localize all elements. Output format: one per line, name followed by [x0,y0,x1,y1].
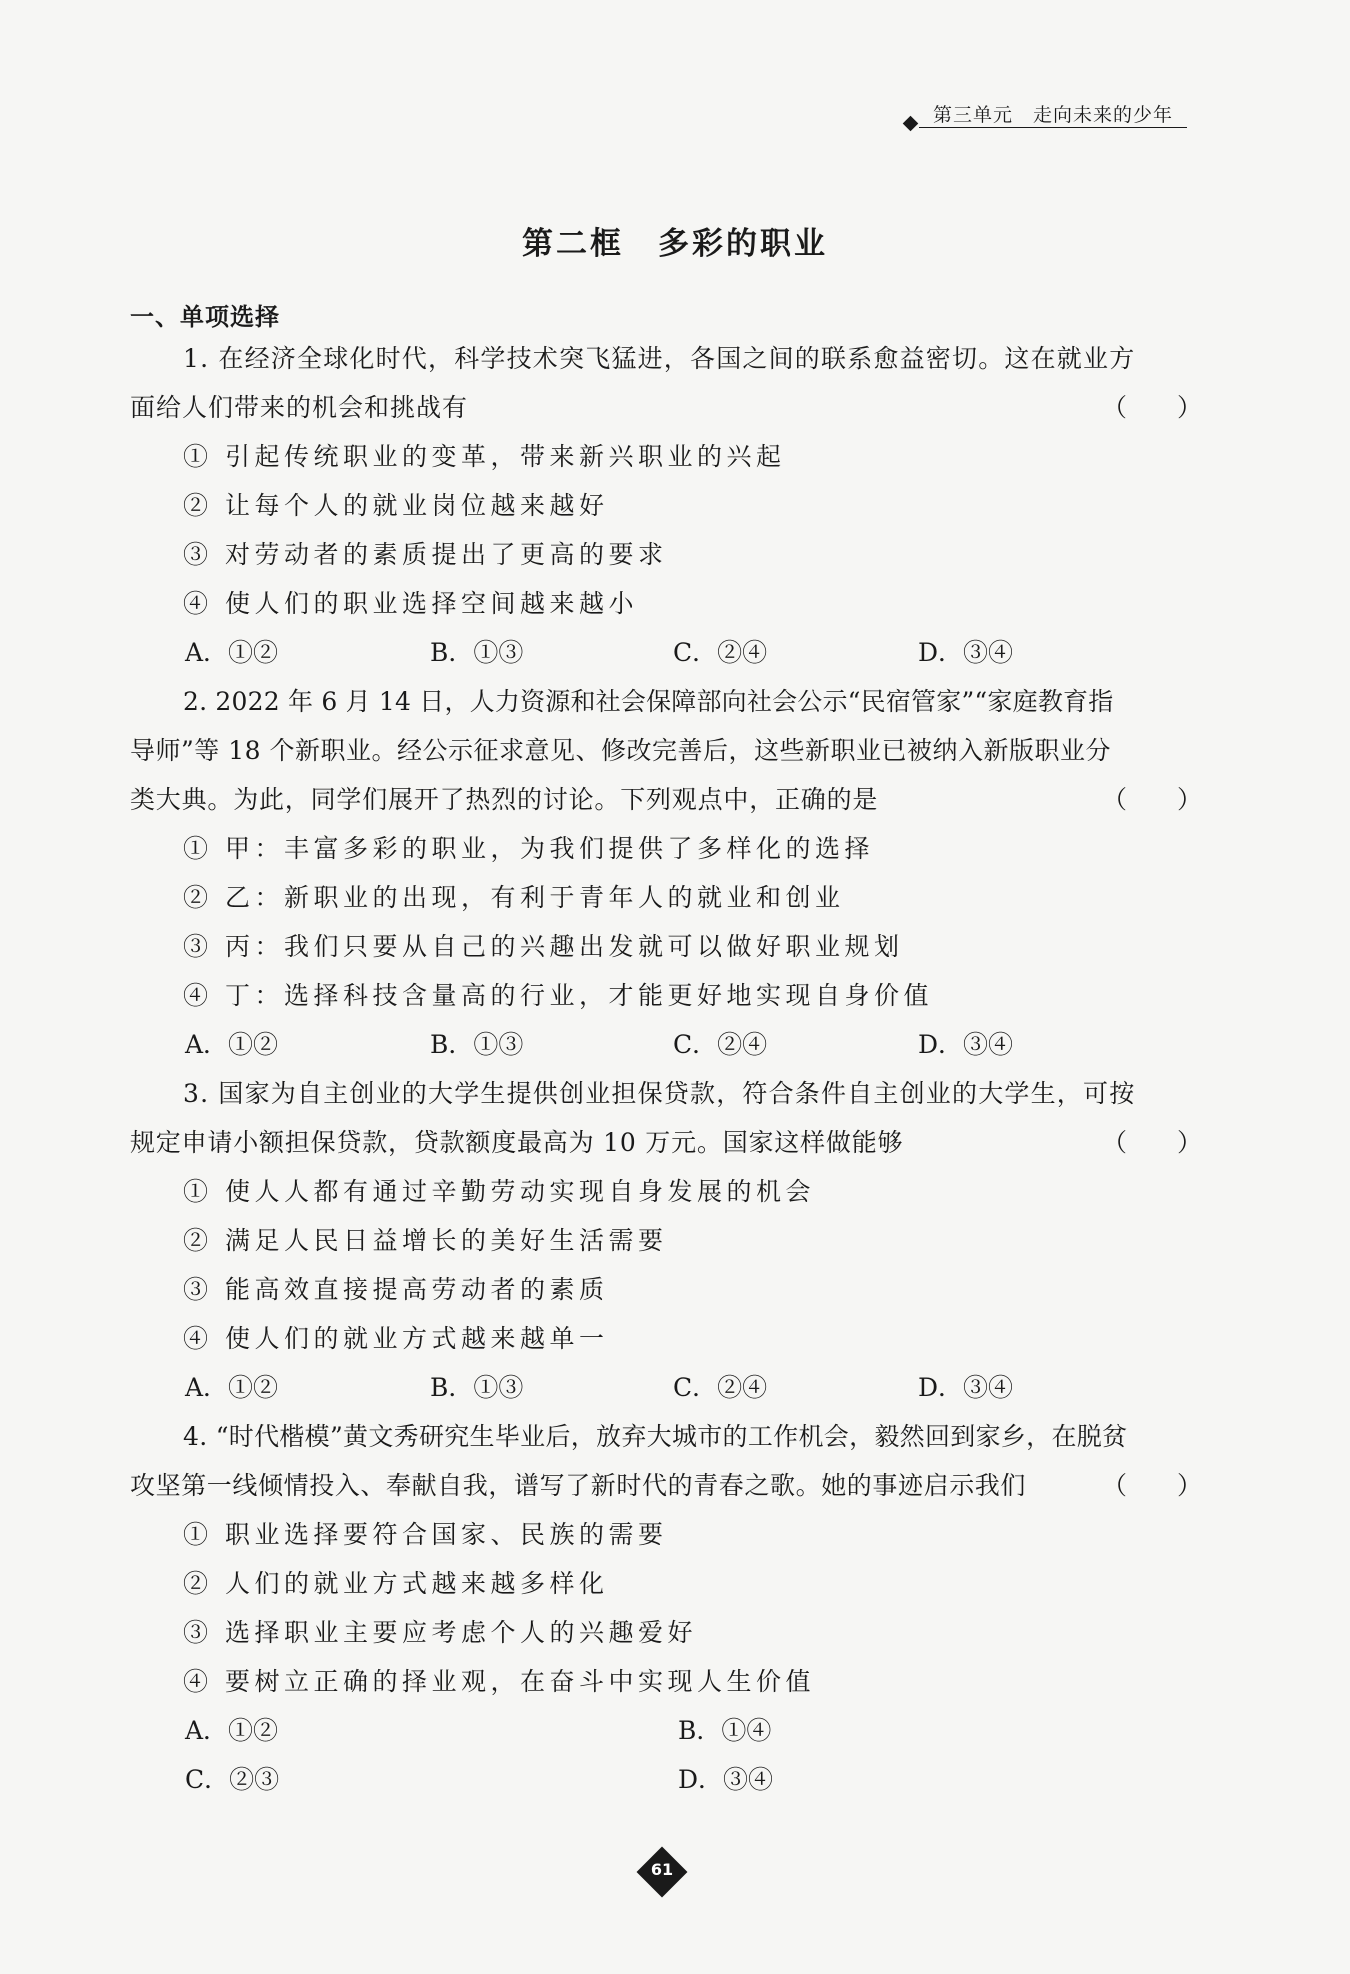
question-2-text: 类大典。为此，同学们展开了热烈的讨论。下列观点中，正确的是 [130,785,879,814]
choice-d: D．③④ [918,1373,1014,1402]
statement-option: ④ 丁：选择科技含量高的行业，才能更好地实现自身价值 [183,981,933,1010]
question-3-text: 3. 国家为自主创业的大学生提供创业担保贷款，符合条件自主创业的大学生，可按 [183,1079,1136,1108]
question-3-text: 规定申请小额担保贷款，贷款额度最高为 10 万元。国家这样做能够 [130,1128,904,1157]
choice-c: C．②④ [673,1373,768,1402]
answer-blank: （ ） [1102,1128,1203,1157]
question-4-text: 4. “时代楷模”黄文秀研究生毕业后，放弃大城市的工作机会，毅然回到家乡，在脱贫 [183,1422,1128,1451]
choice-c: C．②③ [185,1765,280,1794]
unit-title: 第三单元 走向未来的少年 [933,104,1174,126]
choice-a: A．①② [185,1373,279,1402]
lesson-title: 第二框 多彩的职业 [522,226,828,262]
question-2-text: 导师”等 18 个新职业。经公示征求意见、修改完善后，这些新职业已被纳入新版职业分 [130,736,1111,765]
statement-option: ③ 对劳动者的素质提出了更高的要求 [183,540,668,569]
diamond-bullet-icon [903,116,919,132]
statement-option: ④ 要树立正确的择业观，在奋斗中实现人生价值 [183,1667,815,1696]
choice-d: D．③④ [918,1030,1014,1059]
choice-c: C．②④ [673,638,768,667]
choice-b: B．①③ [430,1373,524,1402]
choice-b: B．①④ [678,1716,772,1745]
statement-option: ② 人们的就业方式越来越多样化 [183,1569,609,1598]
statement-option: ① 职业选择要符合国家、民族的需要 [183,1520,668,1549]
choice-b: B．①③ [430,1030,524,1059]
statement-option: ① 甲：丰富多彩的职业，为我们提供了多样化的选择 [183,834,874,863]
section-heading: 一、单项选择 [130,303,280,331]
choice-a: A．①② [185,638,279,667]
choice-d: D．③④ [918,638,1014,667]
statement-option: ② 乙：新职业的出现，有利于青年人的就业和创业 [183,883,845,912]
answer-blank: （ ） [1102,785,1203,814]
choice-d: D．③④ [678,1765,774,1794]
page-number-badge [640,1850,684,1894]
statement-option: ③ 丙：我们只要从自己的兴趣出发就可以做好职业规划 [183,932,904,961]
choice-a: A．①② [185,1030,279,1059]
statement-option: ③ 能高效直接提高劳动者的素质 [183,1275,609,1304]
statement-option: ③ 选择职业主要应考虑个人的兴趣爱好 [183,1618,697,1647]
statement-option: ④ 使人们的职业选择空间越来越小 [183,589,638,618]
answer-blank: （ ） [1102,393,1203,422]
statement-option: ② 让每个人的就业岗位越来越好 [183,491,609,520]
question-2-text: 2. 2022 年 6 月 14 日，人力资源和社会保障部向社会公示“民宿管家”“家庭教育指 [183,687,1114,716]
question-1-text: 1. 在经济全球化时代，科学技术突飞猛进，各国之间的联系愈益密切。这在就业方 [183,344,1136,373]
question-4-text: 攻坚第一线倾情投入、奉献自我，谱写了新时代的青春之歌。她的事迹启示我们 [130,1471,1027,1500]
statement-option: ① 引起传统职业的变革，带来新兴职业的兴起 [183,442,786,471]
choice-a: A．①② [185,1716,279,1745]
answer-blank: （ ） [1102,1471,1203,1500]
statement-option: ② 满足人民日益增长的美好生活需要 [183,1226,668,1255]
choice-c: C．②④ [673,1030,768,1059]
header-rule [919,127,1187,128]
statement-option: ④ 使人们的就业方式越来越单一 [183,1324,609,1353]
running-header [905,98,1185,132]
question-1-text: 面给人们带来的机会和挑战有 [130,393,469,422]
page-number: 61 [650,1860,674,1879]
choice-b: B．①③ [430,638,524,667]
statement-option: ① 使人人都有通过辛勤劳动实现自身发展的机会 [183,1177,815,1206]
